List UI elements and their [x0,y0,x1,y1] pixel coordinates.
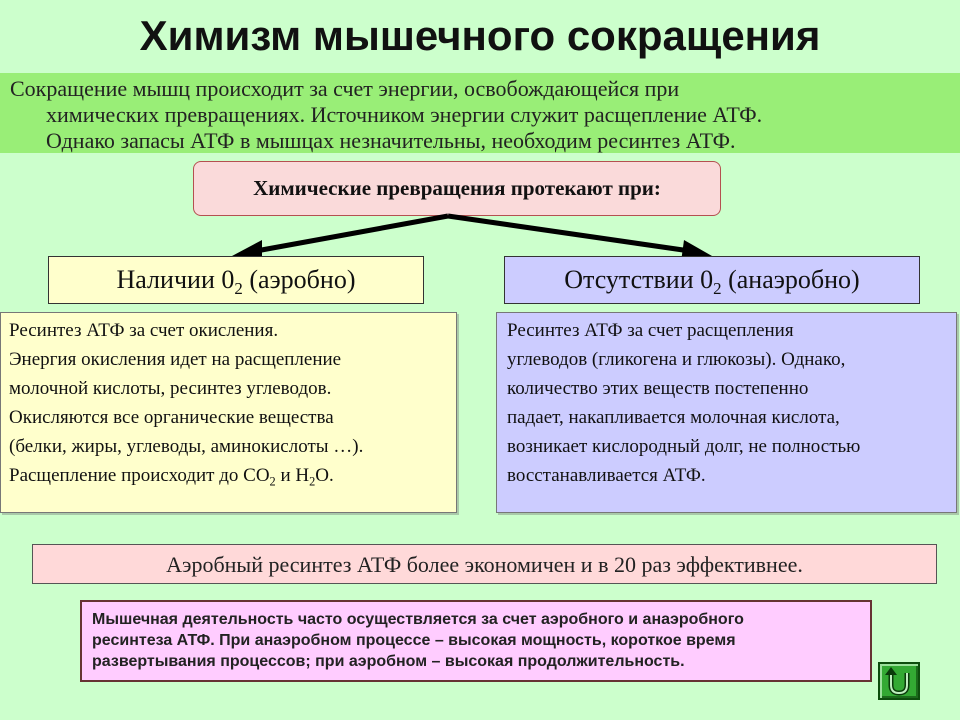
summary-box [80,600,872,682]
text-part: О. [315,465,334,486]
description-line: молочной кислоты, ресинтез углеводов. [9,378,332,399]
description-line: восстанавливается АТФ. [507,465,706,486]
economy-note: Аэробный ресинтез АТФ более экономичен и в 20 раз эффективнее. [32,544,937,584]
description-line: Окисляются все органические вещества [9,407,334,428]
description-line: (белки, жиры, углеводы, аминокислоты …). [9,436,364,457]
description-line: углеводов (гликогена и глюкозы). Однако, [507,349,846,370]
anaerobic-heading [504,256,920,304]
anaerobic-description [496,312,957,513]
intro-line: химических превращениях. Источником энергии служит расщепление АТФ. [46,102,763,127]
aerobic-heading [48,256,424,304]
summary-line: ресинтеза АТФ. При анаэробном процессе – высокая мощность, короткое время [92,632,736,649]
text-part: и Н [275,465,310,486]
description-line: падает, накапливается молочная кислота, [507,407,840,428]
description-line: возникает кислородный долг, не полностью [507,436,861,457]
description-line: количество этих веществ постепенно [507,378,809,399]
subscript: 2 [269,474,276,489]
subscript: 2 [713,278,722,298]
slide-title: Химизм мышечного сокращения [139,12,821,59]
conditions-heading: Химические превращения протекают при: [193,161,721,216]
description-line [9,461,448,490]
intro-line: Сокращение мышц происходит за счет энергии, освобождающейся при [10,76,680,101]
u-turn-arrow-icon [880,664,918,698]
description-line: Ресинтез АТФ за счет окисления. [9,320,279,341]
arrow-line-right [448,216,690,251]
summary-line: развертывания процессов; при аэробном – высокая продолжительность. [92,653,685,670]
aerobic-heading-text: Наличии 0 [116,265,235,294]
back-button[interactable] [878,662,920,700]
description-line: Ресинтез АТФ за счет расщепления [507,320,794,341]
intro-line: Однако запасы АТФ в мышцах незначительны, необходим ресинтез АТФ. [46,128,736,153]
anaerobic-heading-text: (анаэробно) [721,265,860,294]
intro-text [0,73,960,153]
anaerobic-heading-text: Отсутствии 0 [564,265,714,294]
subscript: 2 [309,474,316,489]
summary-line: Мышечная деятельность часто осуществляется за счет аэробного и анаэробного [92,611,744,628]
description-line: Энергия окисления идет на расщепление [9,349,342,370]
aerobic-description [0,312,457,513]
subscript: 2 [234,278,243,298]
arrow-line-left [256,216,448,251]
aerobic-heading-text: (аэробно) [242,265,356,294]
text-part: Расщепление происходит до СО [9,465,270,486]
